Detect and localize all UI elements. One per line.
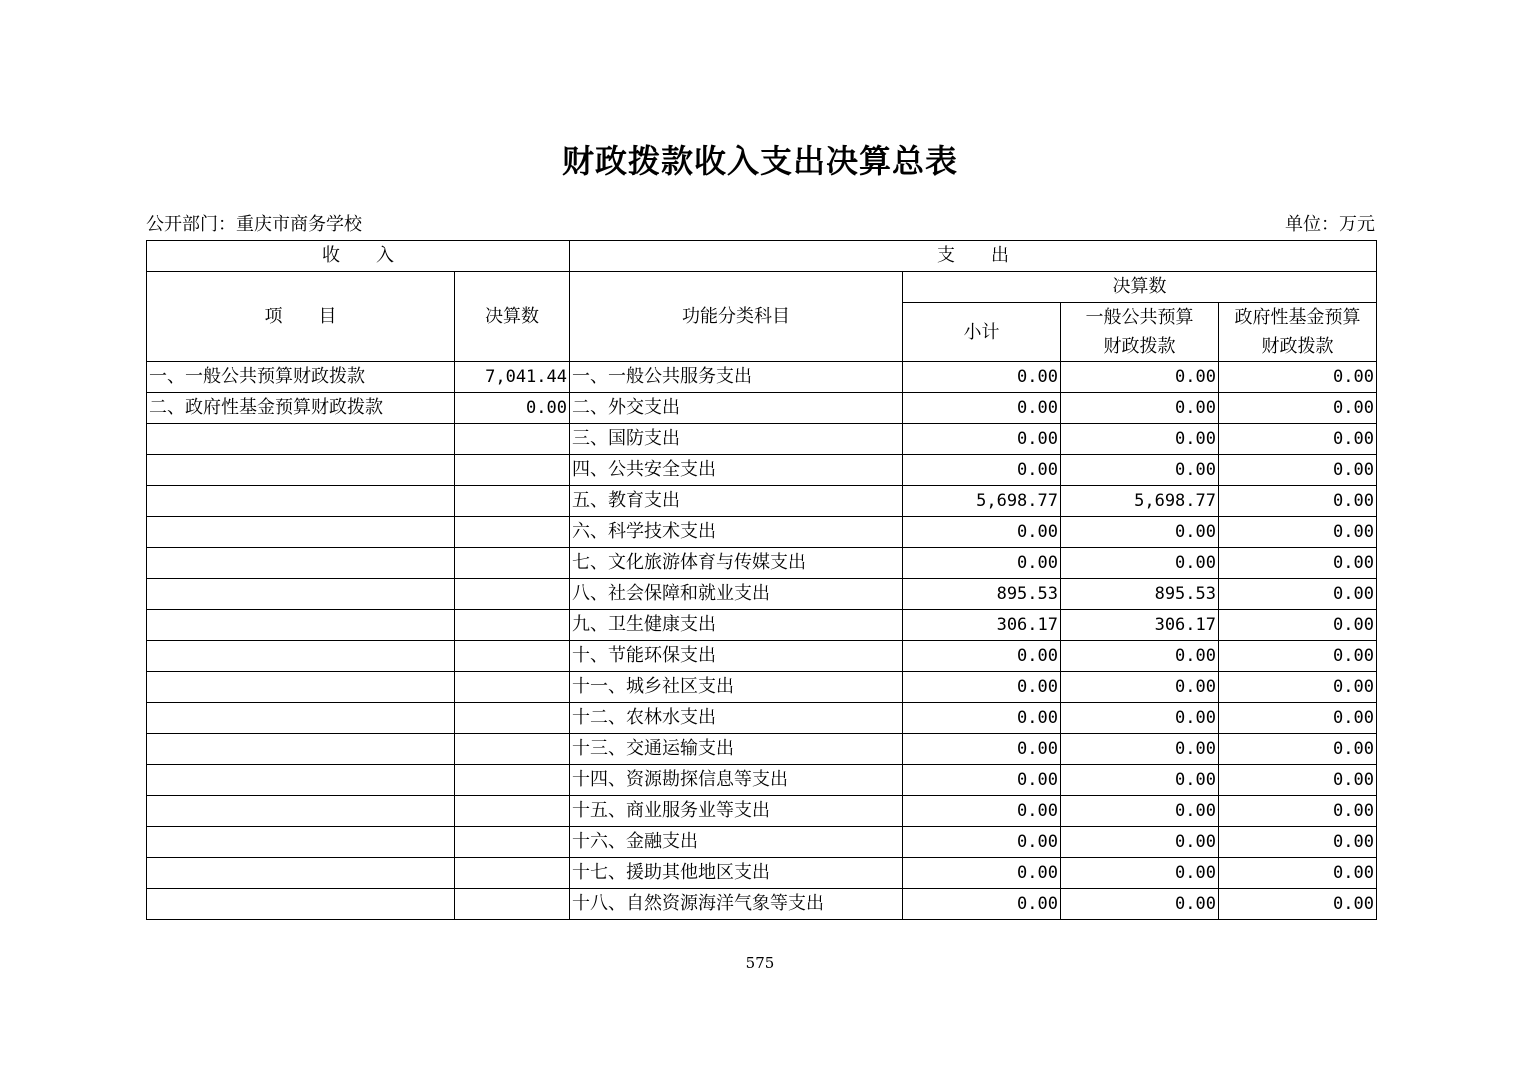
general-budget-cell: 0.00: [1061, 827, 1219, 858]
income-item-cell: 一、一般公共预算财政拨款: [147, 362, 455, 393]
table-row: [147, 486, 1377, 517]
header-general-budget-line2: 财政拨款: [1103, 336, 1176, 357]
subtotal-cell: 0.00: [903, 765, 1061, 796]
table-row: [147, 889, 1377, 920]
table-row: [147, 517, 1377, 548]
header-expense: 支 出: [570, 241, 1377, 272]
general-budget-cell: 0.00: [1061, 393, 1219, 424]
table-row: [147, 393, 1377, 424]
general-budget-cell: 0.00: [1061, 548, 1219, 579]
page-title: 财政拨款收入支出决算总表: [561, 142, 958, 180]
gov-fund-cell: 0.00: [1219, 703, 1377, 734]
income-amount-cell: [455, 455, 570, 486]
table-row: [147, 796, 1377, 827]
income-item-cell: [147, 796, 455, 827]
header-gov-fund-line1: 政府性基金预算: [1234, 307, 1361, 328]
gov-fund-cell: 0.00: [1219, 889, 1377, 920]
expense-item-cell: 八、社会保障和就业支出: [570, 579, 903, 610]
general-budget-cell: 0.00: [1061, 703, 1219, 734]
gov-fund-cell: 0.00: [1219, 641, 1377, 672]
subtotal-cell: 0.00: [903, 548, 1061, 579]
general-budget-cell: 0.00: [1061, 424, 1219, 455]
expense-item-cell: 十三、交通运输支出: [570, 734, 903, 765]
expense-item-cell: 十六、金融支出: [570, 827, 903, 858]
subtotal-cell: 0.00: [903, 889, 1061, 920]
table-row: [147, 858, 1377, 889]
header-gov-fund-line2: 财政拨款: [1261, 336, 1334, 357]
gov-fund-cell: 0.00: [1219, 734, 1377, 765]
gov-fund-cell: 0.00: [1219, 362, 1377, 393]
expense-item-cell: 五、教育支出: [570, 486, 903, 517]
general-budget-cell: 0.00: [1061, 362, 1219, 393]
unit-label: 单位：万元: [1285, 214, 1375, 235]
income-item-cell: [147, 486, 455, 517]
general-budget-cell: 0.00: [1061, 889, 1219, 920]
table-row: [147, 424, 1377, 455]
expense-item-cell: 十二、农林水支出: [570, 703, 903, 734]
gov-fund-cell: 0.00: [1219, 548, 1377, 579]
income-item-cell: [147, 641, 455, 672]
expense-item-cell: 九、卫生健康支出: [570, 610, 903, 641]
expense-item-cell: 十一、城乡社区支出: [570, 672, 903, 703]
general-budget-cell: 0.00: [1061, 796, 1219, 827]
expense-item-cell: 一、一般公共服务支出: [570, 362, 903, 393]
income-item-cell: [147, 858, 455, 889]
income-amount-cell: 0.00: [455, 393, 570, 424]
general-budget-cell: 0.00: [1061, 734, 1219, 765]
gov-fund-cell: 0.00: [1219, 486, 1377, 517]
subtotal-cell: 0.00: [903, 734, 1061, 765]
gov-fund-cell: 0.00: [1219, 858, 1377, 889]
income-amount-cell: [455, 765, 570, 796]
gov-fund-cell: 0.00: [1219, 796, 1377, 827]
table-row: [147, 455, 1377, 486]
income-item-cell: [147, 455, 455, 486]
income-amount-cell: [455, 486, 570, 517]
header-func-category: 功能分类科目: [570, 272, 903, 362]
gov-fund-cell: 0.00: [1219, 579, 1377, 610]
expense-item-cell: 七、文化旅游体育与传媒支出: [570, 548, 903, 579]
table-row: [147, 703, 1377, 734]
header-final-amount: 决算数: [903, 272, 1377, 303]
general-budget-cell: 306.17: [1061, 610, 1219, 641]
income-amount-cell: [455, 672, 570, 703]
expense-item-cell: 十八、自然资源海洋气象等支出: [570, 889, 903, 920]
gov-fund-cell: 0.00: [1219, 672, 1377, 703]
header-subtotal: 小计: [903, 303, 1061, 362]
table-row: [147, 548, 1377, 579]
income-item-cell: [147, 672, 455, 703]
income-amount-cell: [455, 517, 570, 548]
table-row: [147, 734, 1377, 765]
department-label: 公开部门：重庆市商务学校: [146, 214, 362, 235]
table-row: [147, 672, 1377, 703]
income-amount-cell: [455, 734, 570, 765]
general-budget-cell: 0.00: [1061, 672, 1219, 703]
header-item: 项 目: [147, 272, 455, 362]
subtotal-cell: 0.00: [903, 393, 1061, 424]
gov-fund-cell: 0.00: [1219, 610, 1377, 641]
budget-table: [146, 240, 1377, 920]
income-item-cell: [147, 889, 455, 920]
income-item-cell: [147, 703, 455, 734]
subtotal-cell: 0.00: [903, 362, 1061, 393]
table-row: [147, 765, 1377, 796]
general-budget-cell: 895.53: [1061, 579, 1219, 610]
income-amount-cell: [455, 889, 570, 920]
income-amount-cell: [455, 858, 570, 889]
table-row: [147, 641, 1377, 672]
general-budget-cell: 0.00: [1061, 641, 1219, 672]
header-general-budget: [1061, 303, 1219, 362]
general-budget-cell: 0.00: [1061, 455, 1219, 486]
table-row: [147, 827, 1377, 858]
income-item-cell: [147, 548, 455, 579]
subtotal-cell: 0.00: [903, 641, 1061, 672]
table-row: [147, 362, 1377, 393]
subtotal-cell: 5,698.77: [903, 486, 1061, 517]
general-budget-cell: 5,698.77: [1061, 486, 1219, 517]
income-item-cell: [147, 517, 455, 548]
income-amount-cell: [455, 703, 570, 734]
header-income: 收 入: [147, 241, 570, 272]
gov-fund-cell: 0.00: [1219, 827, 1377, 858]
expense-item-cell: 三、国防支出: [570, 424, 903, 455]
income-item-cell: 二、政府性基金预算财政拨款: [147, 393, 455, 424]
subtotal-cell: 0.00: [903, 455, 1061, 486]
income-amount-cell: [455, 641, 570, 672]
header-gov-fund: [1219, 303, 1377, 362]
table-row: [147, 579, 1377, 610]
subtotal-cell: 0.00: [903, 858, 1061, 889]
gov-fund-cell: 0.00: [1219, 393, 1377, 424]
subtotal-cell: 0.00: [903, 517, 1061, 548]
gov-fund-cell: 0.00: [1219, 455, 1377, 486]
income-item-cell: [147, 734, 455, 765]
income-item-cell: [147, 827, 455, 858]
header-general-budget-line1: 一般公共预算: [1085, 307, 1194, 328]
gov-fund-cell: 0.00: [1219, 424, 1377, 455]
subtotal-cell: 895.53: [903, 579, 1061, 610]
subtotal-cell: 0.00: [903, 424, 1061, 455]
subtotal-cell: 306.17: [903, 610, 1061, 641]
subtotal-cell: 0.00: [903, 796, 1061, 827]
general-budget-cell: 0.00: [1061, 858, 1219, 889]
income-item-cell: [147, 610, 455, 641]
income-amount-cell: [455, 610, 570, 641]
income-amount-cell: [455, 579, 570, 610]
income-amount-cell: [455, 548, 570, 579]
page-number: 575: [745, 954, 775, 972]
general-budget-cell: 0.00: [1061, 765, 1219, 796]
expense-item-cell: 六、科学技术支出: [570, 517, 903, 548]
expense-item-cell: 十五、商业服务业等支出: [570, 796, 903, 827]
income-item-cell: [147, 765, 455, 796]
income-amount-cell: [455, 796, 570, 827]
gov-fund-cell: 0.00: [1219, 765, 1377, 796]
income-item-cell: [147, 424, 455, 455]
subtotal-cell: 0.00: [903, 672, 1061, 703]
subtotal-cell: 0.00: [903, 703, 1061, 734]
subtotal-cell: 0.00: [903, 827, 1061, 858]
expense-item-cell: 二、外交支出: [570, 393, 903, 424]
table-row: [147, 610, 1377, 641]
expense-item-cell: 十四、资源勘探信息等支出: [570, 765, 903, 796]
general-budget-cell: 0.00: [1061, 517, 1219, 548]
expense-item-cell: 十、节能环保支出: [570, 641, 903, 672]
income-amount-cell: [455, 827, 570, 858]
income-amount-cell: [455, 424, 570, 455]
gov-fund-cell: 0.00: [1219, 517, 1377, 548]
income-amount-cell: 7,041.44: [455, 362, 570, 393]
expense-item-cell: 四、公共安全支出: [570, 455, 903, 486]
header-amount: 决算数: [455, 272, 570, 362]
income-item-cell: [147, 579, 455, 610]
expense-item-cell: 十七、援助其他地区支出: [570, 858, 903, 889]
